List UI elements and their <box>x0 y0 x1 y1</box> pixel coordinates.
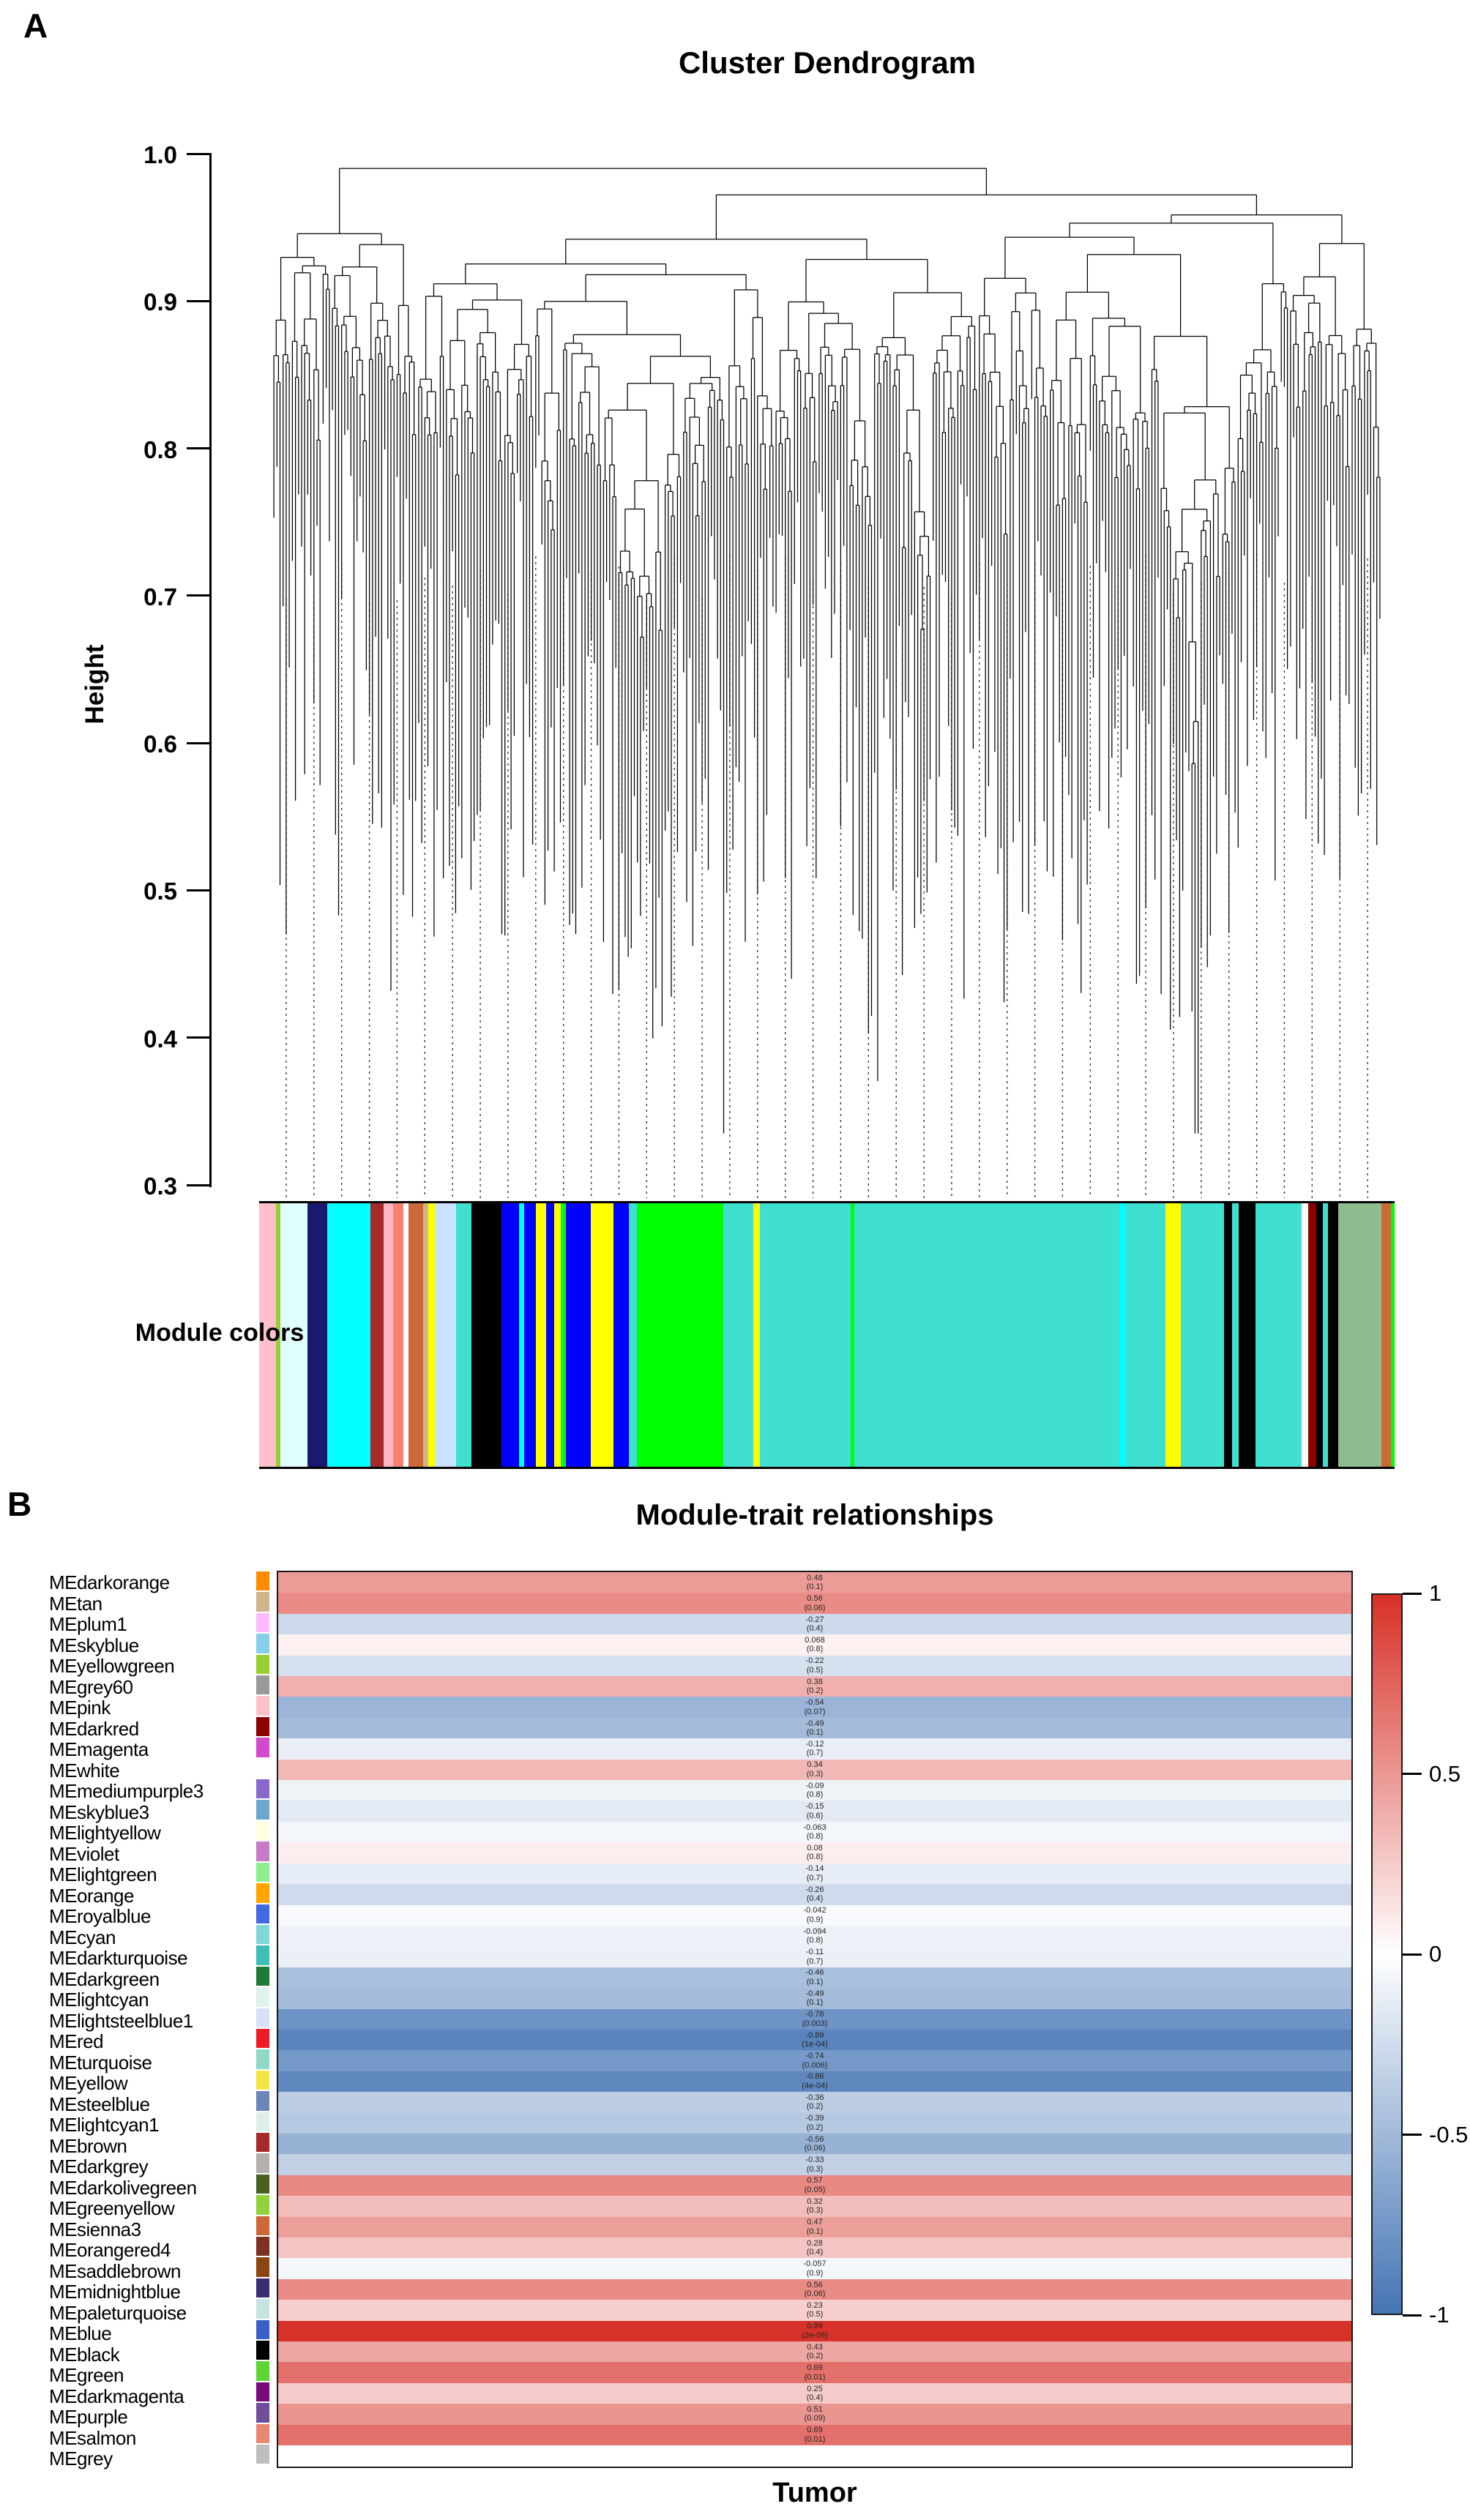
p-value: (0.6) <box>806 1811 824 1820</box>
module-color-stripe <box>393 1203 403 1467</box>
correlation-value: 0.23 <box>807 2300 823 2310</box>
module-color-stripe <box>403 1203 408 1467</box>
module-color-swatch <box>256 1738 269 1757</box>
module-color-stripe <box>637 1203 723 1467</box>
heatmap-row <box>278 1926 1351 1946</box>
module-color-stripe <box>561 1203 566 1467</box>
module-name-label: MEcyan <box>49 1926 116 1948</box>
panel-b-label: B <box>7 1485 32 1523</box>
p-value: (4e-04) <box>802 2081 828 2090</box>
module-trait-heatmap <box>277 1571 1353 2468</box>
colorbar-tick <box>1403 1593 1422 1595</box>
module-swatch-column <box>256 1571 269 2465</box>
heatmap-row <box>278 2217 1351 2237</box>
y-axis-title: Height <box>81 644 109 725</box>
heatmap-row <box>278 1676 1351 1697</box>
heatmap-row <box>278 1905 1351 1926</box>
module-color-stripe <box>554 1203 561 1467</box>
correlation-value: -0.74 <box>805 2052 824 2061</box>
colorbar-tick <box>1403 1953 1422 1956</box>
correlation-value: 0.47 <box>807 2218 823 2227</box>
module-color-stripe <box>428 1203 435 1467</box>
p-value: (0.7) <box>806 1873 824 1882</box>
heatmap-row <box>278 2258 1351 2278</box>
correlation-value: -0.49 <box>805 1719 824 1728</box>
heatmap-row <box>278 1738 1351 1759</box>
heatmap-row <box>278 2445 1351 2466</box>
colorbar-tick-label: -0.5 <box>1429 2121 1469 2147</box>
y-axis-tick-label: 0.4 <box>143 1025 177 1053</box>
correlation-value: 0.34 <box>807 1760 823 1770</box>
correlation-value: -0.46 <box>805 1968 824 1978</box>
module-name-label: MEblue <box>49 2322 112 2344</box>
colorbar-tick-label: -1 <box>1429 2302 1450 2328</box>
module-color-stripe <box>760 1203 851 1467</box>
correlation-value: 0.28 <box>807 2238 823 2248</box>
correlation-value: -0.15 <box>805 1802 824 1812</box>
module-color-swatch <box>256 2049 269 2068</box>
p-value: (0.1) <box>806 1998 824 2008</box>
p-value: (2e-09) <box>802 2330 828 2340</box>
heatmap-row <box>278 2071 1351 2092</box>
module-color-swatch <box>256 2153 269 2172</box>
module-color-swatch <box>256 1863 269 1882</box>
p-value: (0.01) <box>804 2434 826 2444</box>
module-color-stripe <box>1224 1203 1232 1467</box>
module-color-stripe <box>501 1203 520 1467</box>
colorbar-tick-label: 1 <box>1429 1580 1442 1606</box>
module-color-stripe <box>591 1203 614 1467</box>
module-color-swatch <box>256 1613 269 1632</box>
module-name-label: MEdarkgreen <box>49 1967 160 1990</box>
correlation-value: 0.43 <box>807 2342 823 2352</box>
module-color-swatch <box>256 1925 269 1944</box>
module-color-stripe <box>613 1203 628 1467</box>
p-value: (0.5) <box>806 1665 824 1675</box>
heatmap-row <box>278 2175 1351 2196</box>
p-value: (0.2) <box>806 2123 824 2132</box>
module-color-swatch <box>256 2382 269 2401</box>
y-axis-tick <box>187 447 210 449</box>
heatmap-row <box>278 2237 1351 2258</box>
module-color-swatch <box>256 1904 269 1923</box>
module-color-stripe <box>1338 1203 1381 1467</box>
heatmap-row <box>278 1760 1351 1780</box>
heatmap-row <box>278 1780 1351 1801</box>
module-colors-band-label: Module colors <box>135 1319 305 1347</box>
module-color-stripe <box>1239 1203 1256 1467</box>
module-color-swatch <box>256 2195 269 2214</box>
module-name-column <box>49 1572 204 2469</box>
module-color-stripe <box>1256 1203 1302 1467</box>
module-name-label: MElightcyan <box>49 1989 149 2011</box>
module-name-label: MEgrey60 <box>49 1675 133 1698</box>
heatmap-row <box>278 2009 1351 2030</box>
correlation-value: 0.48 <box>807 1573 823 1582</box>
module-color-swatch <box>256 2216 269 2235</box>
heatmap-row <box>278 2196 1351 2216</box>
p-value: (0.2) <box>806 2352 824 2361</box>
p-value: (0.06) <box>804 2289 826 2299</box>
module-color-swatch <box>256 1696 269 1715</box>
module-name-label: MEwhite <box>49 1759 120 1781</box>
colorbar-tick-label: 0 <box>1429 1941 1442 1967</box>
heatmap-row <box>278 2425 1351 2445</box>
module-name-label: MEtan <box>49 1592 102 1615</box>
y-axis-tick-label: 0.9 <box>143 288 177 316</box>
p-value: (0.4) <box>806 1894 824 1904</box>
p-value: (0.8) <box>806 1790 824 1800</box>
p-value: (0.1) <box>806 1582 824 1592</box>
correlation-value: 0.69 <box>807 2363 823 2373</box>
correlation-value: -0.39 <box>805 2114 824 2123</box>
module-color-stripe <box>1323 1203 1328 1467</box>
heatmap-row <box>278 1718 1351 1738</box>
module-color-stripe <box>471 1203 501 1467</box>
module-color-swatch <box>256 1717 269 1736</box>
y-axis-tick <box>187 1184 210 1186</box>
heatmap-row <box>278 1634 1351 1655</box>
module-color-swatch <box>256 1571 269 1590</box>
module-color-swatch <box>256 1779 269 1798</box>
module-name-label: MEdarkolivegreen <box>49 2176 197 2199</box>
module-color-stripe <box>370 1203 384 1467</box>
module-name-label: MEorangered4 <box>49 2239 171 2261</box>
module-name-label: MEgrey <box>49 2448 113 2469</box>
heatmap-row <box>278 1946 1351 1967</box>
module-color-swatch <box>256 2278 269 2297</box>
module-name-label: MEturquoise <box>49 2051 152 2074</box>
panel-a-label: A <box>23 7 48 45</box>
correlation-value: 0.32 <box>807 2196 823 2206</box>
dendrogram-branches <box>274 168 1380 1134</box>
correlation-value: -0.36 <box>805 2093 824 2102</box>
module-name-label: MEyellowgreen <box>49 1655 175 1677</box>
p-value: (0.06) <box>804 2144 826 2153</box>
p-value: (0.2) <box>806 2102 824 2112</box>
module-name-label: MEdarkorange <box>49 1571 170 1593</box>
dendrogram-title: Cluster Dendrogram <box>678 45 977 80</box>
y-axis-tick <box>187 889 210 891</box>
module-color-stripe <box>854 1203 1119 1467</box>
correlation-value: -0.33 <box>805 2156 824 2165</box>
module-color-swatch <box>256 2299 269 2318</box>
module-name-label: MEskyblue <box>49 1634 139 1656</box>
correlation-value: 0.51 <box>807 2404 823 2414</box>
y-axis-line <box>209 153 212 1187</box>
p-value: (0.06) <box>804 1603 826 1612</box>
module-name-label: MEskyblue3 <box>49 1801 149 1823</box>
colorbar-tick-label: 0.5 <box>1429 1760 1461 1787</box>
module-color-stripe <box>1232 1203 1239 1467</box>
p-value: (0.1) <box>806 2227 824 2236</box>
p-value: (0.8) <box>806 1936 824 1945</box>
heatmap-row <box>278 2341 1351 2362</box>
module-name-label: MEdarkmagenta <box>49 2385 184 2407</box>
correlation-value: 0.08 <box>807 1843 823 1852</box>
module-color-stripe <box>1181 1203 1224 1467</box>
p-value: (0.7) <box>806 1956 824 1966</box>
module-color-stripe <box>456 1203 471 1467</box>
colorbar-tick <box>1403 2134 1422 2136</box>
module-name-label: MEmediumpurple3 <box>49 1780 204 1802</box>
module-color-swatch <box>256 1634 269 1653</box>
module-color-swatch <box>256 1592 269 1611</box>
module-color-swatch <box>256 2175 269 2194</box>
p-value: (0.3) <box>806 2206 824 2216</box>
heatmap-row <box>278 2321 1351 2341</box>
module-name-label: MEmagenta <box>49 1738 149 1760</box>
heatmap-row <box>278 2383 1351 2404</box>
y-axis-tick-label: 1.0 <box>143 141 177 168</box>
correlation-value: -0.057 <box>803 2259 827 2269</box>
correlation-value: -0.54 <box>805 1698 824 1708</box>
correlation-value: 0.38 <box>807 1677 823 1686</box>
module-color-swatch <box>256 2008 269 2027</box>
module-name-label: MEdarkturquoise <box>49 1947 188 1969</box>
p-value: (0.9) <box>806 2268 824 2278</box>
colorbar-tick <box>1403 1773 1422 1775</box>
module-name-label: MEdarkred <box>49 1717 139 1740</box>
heatmap-row <box>278 1801 1351 1821</box>
correlation-value: 0.068 <box>805 1635 825 1645</box>
p-value: (0.4) <box>806 2248 824 2257</box>
y-axis-tick <box>187 300 210 302</box>
p-value: (0.9) <box>806 1915 824 1924</box>
module-color-stripe <box>519 1203 524 1467</box>
heatmap-row <box>278 2300 1351 2320</box>
module-color-swatch <box>256 2091 269 2110</box>
module-color-stripe <box>1391 1203 1395 1467</box>
module-color-swatch <box>256 1987 269 2006</box>
correlation-value: 0.56 <box>807 2280 823 2289</box>
heatmap-row <box>278 1614 1351 1634</box>
module-name-label: MEplum1 <box>49 1613 127 1635</box>
cluster-dendrogram-plot <box>259 146 1395 1201</box>
module-name-label: MEpink <box>49 1697 111 1719</box>
heatmap-row <box>278 2279 1351 2300</box>
p-value: (0.7) <box>806 1749 824 1758</box>
correlation-value: -0.09 <box>805 1781 824 1790</box>
p-value: (0.5) <box>806 2310 824 2319</box>
module-color-swatch <box>256 1945 269 1964</box>
y-axis-tick-label: 0.7 <box>143 583 177 610</box>
module-color-stripe <box>723 1203 753 1467</box>
correlation-value: 0.25 <box>807 2384 823 2393</box>
heatmap-row <box>278 1822 1351 1842</box>
module-color-stripe <box>1165 1203 1180 1467</box>
y-axis-tick <box>187 153 210 155</box>
module-color-stripe <box>1302 1203 1308 1467</box>
p-value: (0.8) <box>806 1832 824 1842</box>
y-axis-tick-label: 0.3 <box>143 1173 177 1200</box>
module-color-stripe <box>1126 1203 1165 1467</box>
p-value: (0.3) <box>806 2164 824 2174</box>
module-name-label: MEpurple <box>49 2406 128 2428</box>
module-name-label: MEsaddlebrown <box>49 2259 181 2282</box>
module-color-stripe <box>629 1203 637 1467</box>
heatmap-title: Module-trait relationships <box>635 1499 994 1531</box>
correlation-value: 0.99 <box>807 2322 823 2331</box>
heatmap-row <box>278 2154 1351 2175</box>
p-value: (0.2) <box>806 1686 824 1696</box>
module-name-label: MEgreen <box>49 2364 124 2386</box>
module-color-stripe <box>753 1203 760 1467</box>
module-name-label: MElightyellow <box>49 1822 161 1844</box>
correlation-value: 0.57 <box>807 2176 823 2186</box>
p-value: (0.8) <box>806 1645 824 1654</box>
correlation-value: -0.11 <box>805 1948 824 1957</box>
module-name-label: MEorange <box>49 1884 134 1907</box>
correlation-value: -0.14 <box>805 1864 824 1874</box>
correlation-value: -0.89 <box>805 2030 824 2040</box>
colorbar <box>1371 1593 1403 2315</box>
module-name-label: MEblack <box>49 2343 120 2366</box>
module-name-label: MElightgreen <box>49 1863 157 1885</box>
module-color-stripe <box>1316 1203 1323 1467</box>
p-value: (1e-04) <box>802 2040 828 2049</box>
module-color-stripe <box>524 1203 536 1467</box>
module-name-label: MEmidnightblue <box>49 2281 181 2303</box>
p-value: (0.003) <box>802 2019 828 2028</box>
trait-axis-label: Tumor <box>772 2478 857 2508</box>
module-color-swatch <box>256 2445 269 2464</box>
heatmap-row <box>278 2362 1351 2382</box>
module-name-label: MEpaleturquoise <box>49 2301 187 2324</box>
correlation-value: -0.49 <box>805 1989 824 1998</box>
module-name-label: MEbrown <box>49 2134 127 2157</box>
module-name-label: MEsteelblue <box>49 2093 150 2115</box>
module-color-stripe <box>408 1203 423 1467</box>
p-value: (0.8) <box>806 1852 824 1862</box>
module-name-label: MEroyalblue <box>49 1905 152 1927</box>
y-axis-tick-label: 0.6 <box>143 730 177 758</box>
module-color-swatch <box>256 2237 269 2256</box>
colorbar-tick <box>1403 2314 1422 2317</box>
heatmap-row <box>278 1697 1351 1717</box>
module-color-stripe <box>1328 1203 1338 1467</box>
module-color-stripe <box>1308 1203 1316 1467</box>
module-color-swatch <box>256 1821 269 1840</box>
p-value: (0.4) <box>806 2393 824 2403</box>
correlation-value: 0.56 <box>807 1594 823 1604</box>
module-color-stripe <box>423 1203 428 1467</box>
correlation-value: -0.12 <box>805 1739 824 1749</box>
heatmap-row <box>278 2050 1351 2071</box>
p-value: (0.1) <box>806 1728 824 1738</box>
correlation-value: 0.69 <box>807 2426 823 2435</box>
leaf-guide-dashes <box>286 553 1368 1198</box>
module-color-swatch <box>256 2257 269 2276</box>
p-value: (0.07) <box>804 1707 826 1716</box>
correlation-value: -0.27 <box>805 1615 824 1624</box>
heatmap-row <box>278 1842 1351 1863</box>
correlation-value: -0.26 <box>805 1885 824 1894</box>
module-color-swatch <box>256 2133 269 2152</box>
p-value: (0.1) <box>806 1977 824 1986</box>
heatmap-row <box>278 2134 1351 2154</box>
module-color-stripe <box>536 1203 546 1467</box>
module-name-label: MEviolet <box>49 1842 119 1865</box>
module-name-label: MElightcyan1 <box>49 2114 160 2136</box>
correlation-value: -0.063 <box>803 1822 827 1832</box>
correlation-value: -0.78 <box>805 2010 824 2019</box>
p-value: (0.05) <box>804 2185 826 2194</box>
correlation-value: -0.22 <box>805 1656 824 1666</box>
module-colors-band <box>259 1201 1395 1469</box>
heatmap-row <box>278 1593 1351 1613</box>
module-name-label: MEgreenyellow <box>49 2197 175 2219</box>
y-axis-tick <box>187 1036 210 1039</box>
module-color-swatch <box>256 2112 269 2131</box>
heatmap-row <box>278 2092 1351 2112</box>
heatmap-row <box>278 2404 1351 2424</box>
heatmap-row <box>278 1572 1351 1593</box>
y-axis-tick-label: 0.5 <box>143 878 177 905</box>
module-color-swatch <box>256 1675 269 1694</box>
module-name-label: MEdarkgrey <box>49 2156 149 2177</box>
module-color-swatch <box>256 1883 269 1902</box>
p-value: (0.3) <box>806 1769 824 1779</box>
y-axis-tick <box>187 742 210 744</box>
module-color-swatch <box>256 2071 269 2090</box>
module-color-swatch <box>256 1800 269 1819</box>
module-color-swatch <box>256 2361 269 2380</box>
module-color-stripe <box>384 1203 394 1467</box>
heatmap-row <box>278 1884 1351 1904</box>
module-color-swatch <box>256 2424 269 2443</box>
module-color-swatch <box>256 1842 269 1861</box>
module-name-label: MEsienna3 <box>49 2218 141 2240</box>
correlation-value: -0.042 <box>803 1906 827 1915</box>
module-color-swatch <box>256 2320 269 2339</box>
module-color-swatch <box>256 1655 269 1674</box>
correlation-value: -0.094 <box>803 1926 827 1936</box>
module-color-stripe <box>435 1203 456 1467</box>
y-axis-tick <box>187 594 210 597</box>
heatmap-row <box>278 1967 1351 1988</box>
module-name-label: MElightsteelblue1 <box>49 2009 193 2032</box>
p-value: (0.01) <box>804 2372 826 2382</box>
module-name-label: MEsalmon <box>49 2426 136 2449</box>
y-axis-tick-label: 0.8 <box>143 435 177 463</box>
module-color-stripe <box>566 1203 591 1467</box>
p-value: (0.4) <box>806 1624 824 1634</box>
module-color-stripe <box>1381 1203 1392 1467</box>
module-color-stripe <box>546 1203 554 1467</box>
heatmap-row <box>278 2030 1351 2050</box>
p-value: (0.006) <box>802 2060 828 2070</box>
correlation-value: -0.56 <box>805 2134 824 2144</box>
heatmap-row <box>278 1863 1351 1884</box>
p-value: (0.09) <box>804 2414 826 2423</box>
module-color-swatch <box>256 2341 269 2360</box>
heatmap-row <box>278 1988 1351 2008</box>
module-color-stripe <box>1119 1203 1126 1467</box>
heatmap-row <box>278 2113 1351 2134</box>
module-name-label: MEred <box>49 2030 104 2052</box>
module-color-swatch <box>256 2403 269 2422</box>
module-name-label: MEyellow <box>49 2072 128 2094</box>
correlation-value: -0.86 <box>805 2072 824 2082</box>
module-color-swatch <box>256 2029 269 2048</box>
heatmap-row <box>278 1656 1351 1676</box>
module-color-swatch <box>256 1967 269 1986</box>
module-color-swatch <box>256 1759 269 1778</box>
